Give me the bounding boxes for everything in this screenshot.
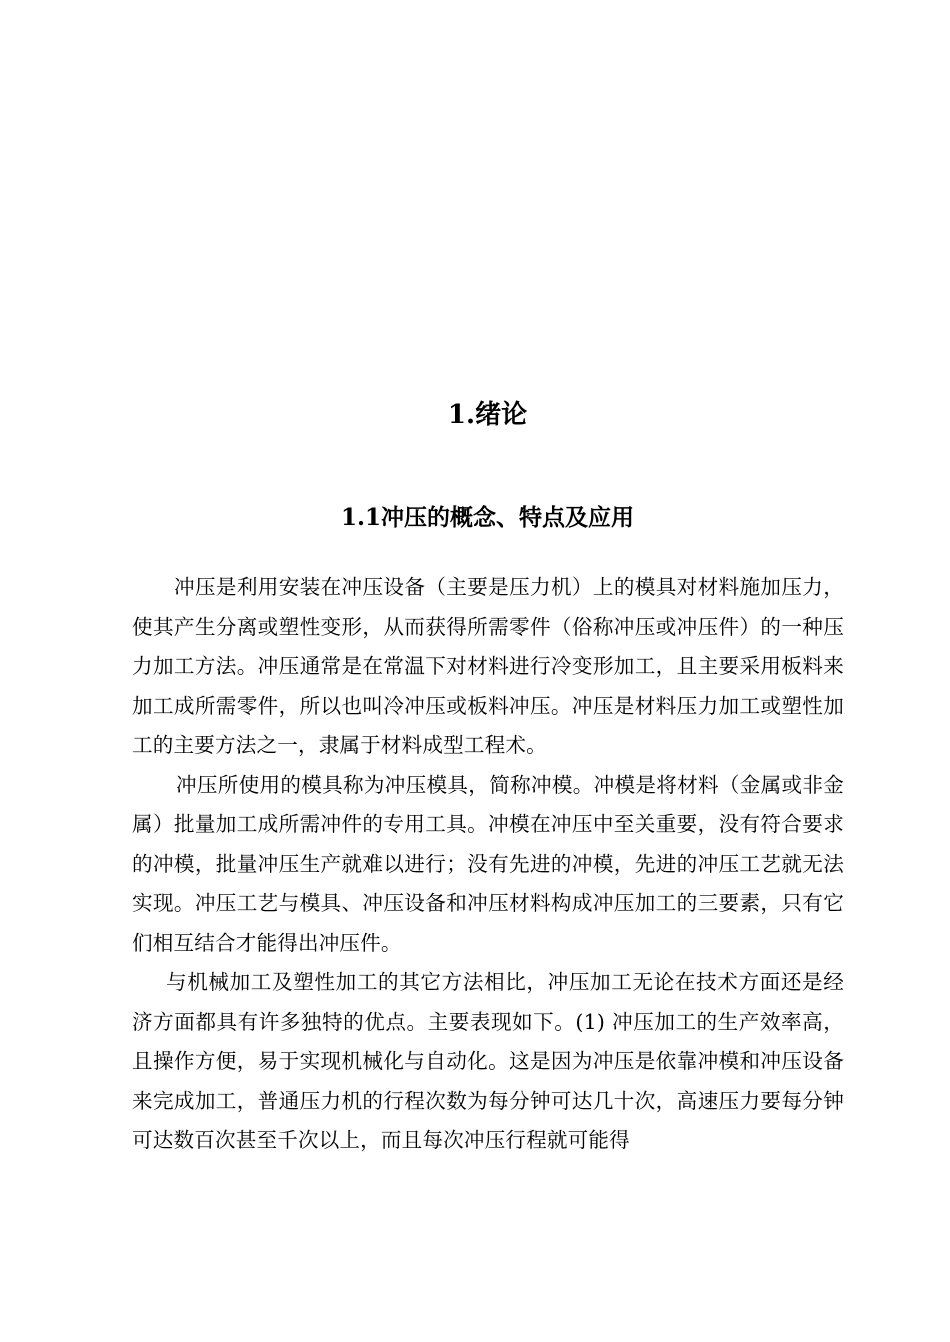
- paragraph-stamping-die: 冲压所使用的模具称为冲压模具，简称冲模。冲模是将材料（金属或非金属）批量加工成所需冲件的专用工具。冲模在冲压中至关重要，没有符合要求的冲模，批量冲压生产就难以进行；没有先进的冲模，先进的冲压工艺就无法实现。冲压工艺与模具、冲压设备和冲压材料构成冲压加工的三要素，只有它们相互结合才能得出冲压件。: [132, 772, 844, 955]
- chapter-title: 1.绪论: [447, 400, 528, 430]
- section-title: 1.1冲压的概念、特点及应用: [340, 504, 634, 531]
- body-text: [132, 568, 844, 1161]
- paragraph-definition: 冲压是利用安装在冲压设备（主要是压力机）上的模具对材料施加压力，使其产生分离或塑性变形，从而获得所需零件（俗称冲压或冲压件）的一种压力加工方法。冲压通常是在常温下对材料进行冷变形加工，且主要采用板料来加工成所需零件，所以也叫冷冲压或板料冲压。冲压是材料压力加工或塑性加工的主要方法之一，隶属于材料成型工程术。: [132, 575, 844, 757]
- paragraph-advantages: 与机械加工及塑性加工的其它方法相比，冲压加工无论在技术方面还是经济方面都具有许多独特的优点。主要表现如下。(1) 冲压加工的生产效率高，且操作方便，易于实现机械化与自动化。这是因为冲压是依靠冲模和冲压设备来完成加工，普通压力机的行程次数为每分钟可达几十次，高速压力要每分钟可达数百次甚至千次以上，而且每次冲压行程就可能得: [132, 970, 844, 1152]
